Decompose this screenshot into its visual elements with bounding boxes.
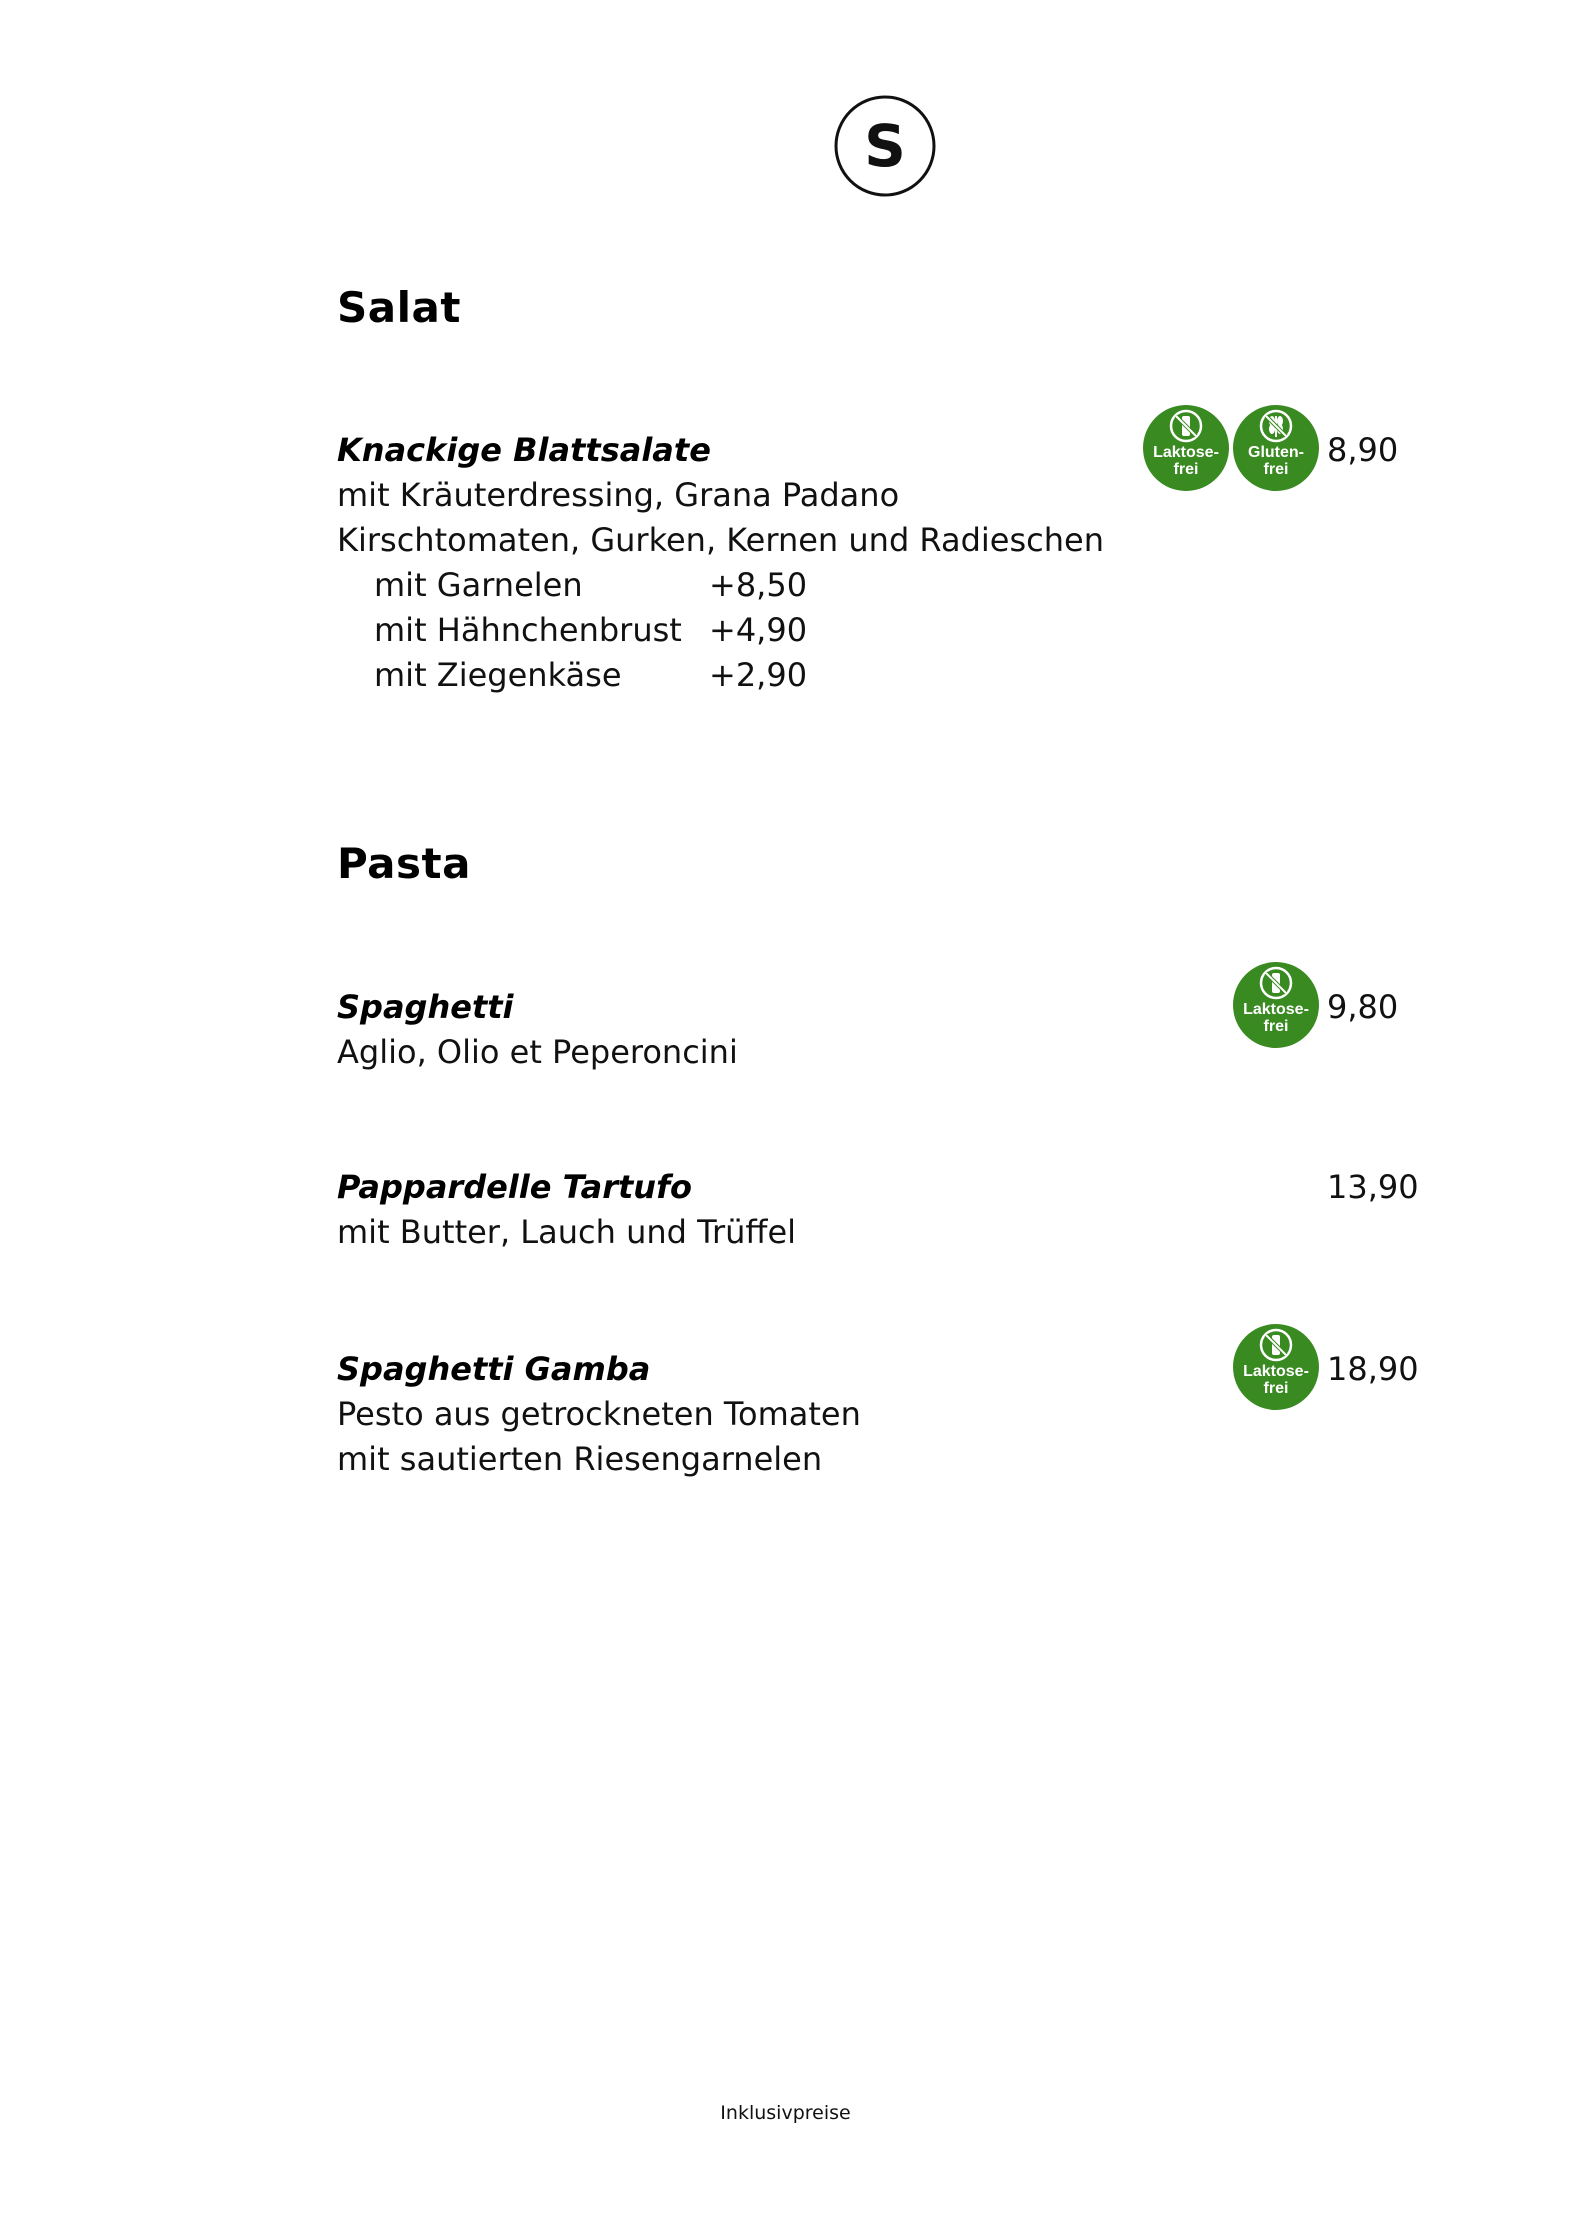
item-description: Aglio, Olio et Peperoncini <box>337 1033 738 1071</box>
gluten-free-badge <box>1233 405 1319 491</box>
footer-note: Inklusivpreise <box>720 2102 851 2124</box>
item-price-area <box>1233 985 1407 1048</box>
menu-item-pappardelle-tartufo <box>337 1165 1419 1255</box>
item-name: Spaghetti <box>337 988 514 1026</box>
diet-badges <box>1233 1324 1319 1410</box>
section-heading-salat: Salat <box>337 283 461 332</box>
bottle-crossed-icon <box>1259 1328 1293 1362</box>
item-price-area <box>1233 1347 1419 1410</box>
lactose-free-badge <box>1143 405 1229 491</box>
extra-label: mit Garnelen <box>374 566 583 604</box>
item-price: 9,80 <box>1327 988 1399 1026</box>
item-price: 8,90 <box>1327 431 1399 469</box>
extra-price: +2,90 <box>709 656 808 694</box>
extra-option <box>337 608 1407 653</box>
item-description: mit Butter, Lauch und Trüffel <box>337 1213 797 1251</box>
item-description: mit Kräuterdressing, Grana Padano <box>337 476 900 514</box>
badge-label: Laktose- frei <box>1243 1363 1309 1397</box>
menu-item-knackige-blattsalate <box>337 428 1407 698</box>
item-name: Spaghetti Gamba <box>337 1350 651 1388</box>
extra-label: mit Ziegenkäse <box>374 656 622 694</box>
item-description: Kirschtomaten, Gurken, Kernen und Radieschen <box>337 521 1104 559</box>
extra-price: +4,90 <box>709 611 808 649</box>
wheat-crossed-icon <box>1259 409 1293 443</box>
item-price: 18,90 <box>1327 1350 1419 1388</box>
item-name: Pappardelle Tartufo <box>337 1168 692 1206</box>
menu-item-spaghetti <box>337 985 1407 1075</box>
item-price-area <box>1143 428 1407 491</box>
item-price: 13,90 <box>1327 1168 1419 1206</box>
item-name: Knackige Blattsalate <box>337 431 711 469</box>
extra-label: mit Hähnchenbrust <box>374 611 682 649</box>
extras-list <box>337 563 1407 698</box>
badge-label: Laktose- frei <box>1153 444 1219 478</box>
menu-item-spaghetti-gamba <box>337 1347 1419 1482</box>
lactose-free-badge <box>1233 962 1319 1048</box>
extra-option <box>337 563 1407 608</box>
restaurant-logo <box>833 94 937 198</box>
badge-label: Gluten- frei <box>1248 444 1304 478</box>
item-price-area <box>1319 1165 1419 1210</box>
diet-badges <box>1233 962 1319 1048</box>
diet-badges <box>1143 405 1319 491</box>
bottle-crossed-icon <box>1259 966 1293 1000</box>
extra-price: +8,50 <box>709 566 808 604</box>
item-description: mit sautierten Riesengarnelen <box>337 1440 823 1478</box>
logo-letter: S <box>864 112 906 180</box>
item-description: Pesto aus getrockneten Tomaten <box>337 1395 861 1433</box>
bottle-crossed-icon <box>1169 409 1203 443</box>
section-heading-pasta: Pasta <box>337 839 471 888</box>
badge-label: Laktose- frei <box>1243 1001 1309 1035</box>
extra-option <box>337 653 1407 698</box>
lactose-free-badge <box>1233 1324 1319 1410</box>
